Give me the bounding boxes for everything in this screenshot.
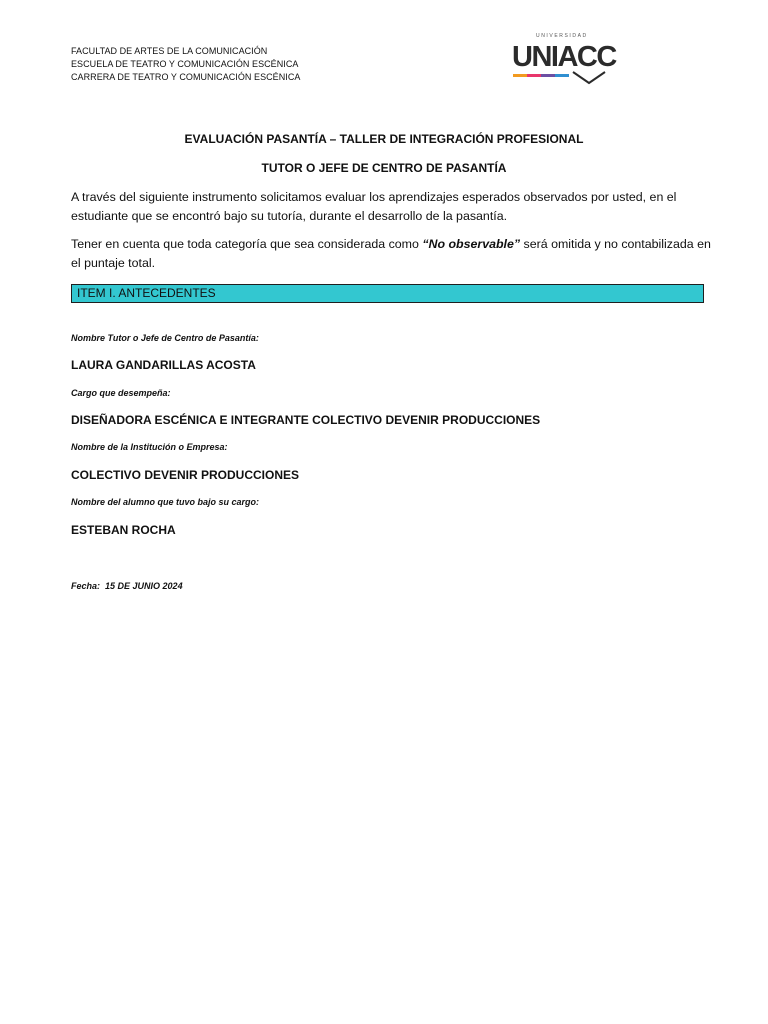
logo-bar-orange <box>513 74 527 77</box>
faculty-line: FACULTAD DE ARTES DE LA COMUNICACIÓN <box>71 46 268 56</box>
institution-label: Nombre de la Institución o Empresa: <box>71 442 228 452</box>
note-text-after: será omitida y no contabilizada en el puntaje total. <box>71 237 711 270</box>
note-text-before: Tener en cuenta que toda categoría que sea considerada como <box>71 237 423 251</box>
position-value: DISEÑADORA ESCÉNICA E INTEGRANTE COLECTIVO DEVENIR PRODUCCIONES <box>71 413 541 427</box>
intro-paragraph: A través del siguiente instrumento solicitamos evaluar los aprendizajes esperados observados por usted, en el estudiante que se encontró bajo su tutoría, durante el desarrollo de la pasantía. <box>71 190 677 223</box>
date-value: 15 DE JUNIO 2024 <box>105 581 183 591</box>
student-name-value: ESTEBAN ROCHA <box>71 523 176 537</box>
school-line: ESCUELA DE TEATRO Y COMUNICACIÓN ESCÉNICA <box>71 59 299 69</box>
institution-value: COLECTIVO DEVENIR PRODUCCIONES <box>71 468 300 482</box>
section-header-antecedentes <box>71 284 704 303</box>
date-label: Fecha: <box>71 581 101 591</box>
tutor-name-value: LAURA GANDARILLAS ACOSTA <box>71 358 256 372</box>
faculty-header <box>71 45 300 84</box>
logo-superscript: UNIVERSIDAD <box>536 33 588 39</box>
logo-chevron-icon <box>572 71 606 85</box>
section-title: ITEM I. ANTECEDENTES <box>77 286 216 300</box>
note-emphasis: “No observable” <box>422 237 521 251</box>
document-subtitle: TUTOR O JEFE DE CENTRO DE PASANTÍA <box>261 161 507 175</box>
career-line: CARRERA DE TEATRO Y COMUNICACIÓN ESCÉNICA <box>71 72 301 82</box>
document-title: EVALUACIÓN PASANTÍA – TALLER DE INTEGRACIÓN PROFESIONAL <box>184 132 584 146</box>
tutor-name-label: Nombre Tutor o Jefe de Centro de Pasantía: <box>71 333 259 343</box>
note-paragraph <box>71 235 711 273</box>
position-label: Cargo que desempeña: <box>71 388 171 398</box>
logo-bar-purple <box>541 74 555 77</box>
logo-wordmark: UNIACC <box>512 41 616 73</box>
student-name-label: Nombre del alumno que tuvo bajo su cargo: <box>71 497 260 507</box>
uniacc-logo <box>512 33 616 87</box>
date-field <box>71 581 183 591</box>
logo-bar-blue <box>555 74 569 77</box>
logo-color-bars <box>513 74 569 77</box>
logo-bar-pink <box>527 74 541 77</box>
